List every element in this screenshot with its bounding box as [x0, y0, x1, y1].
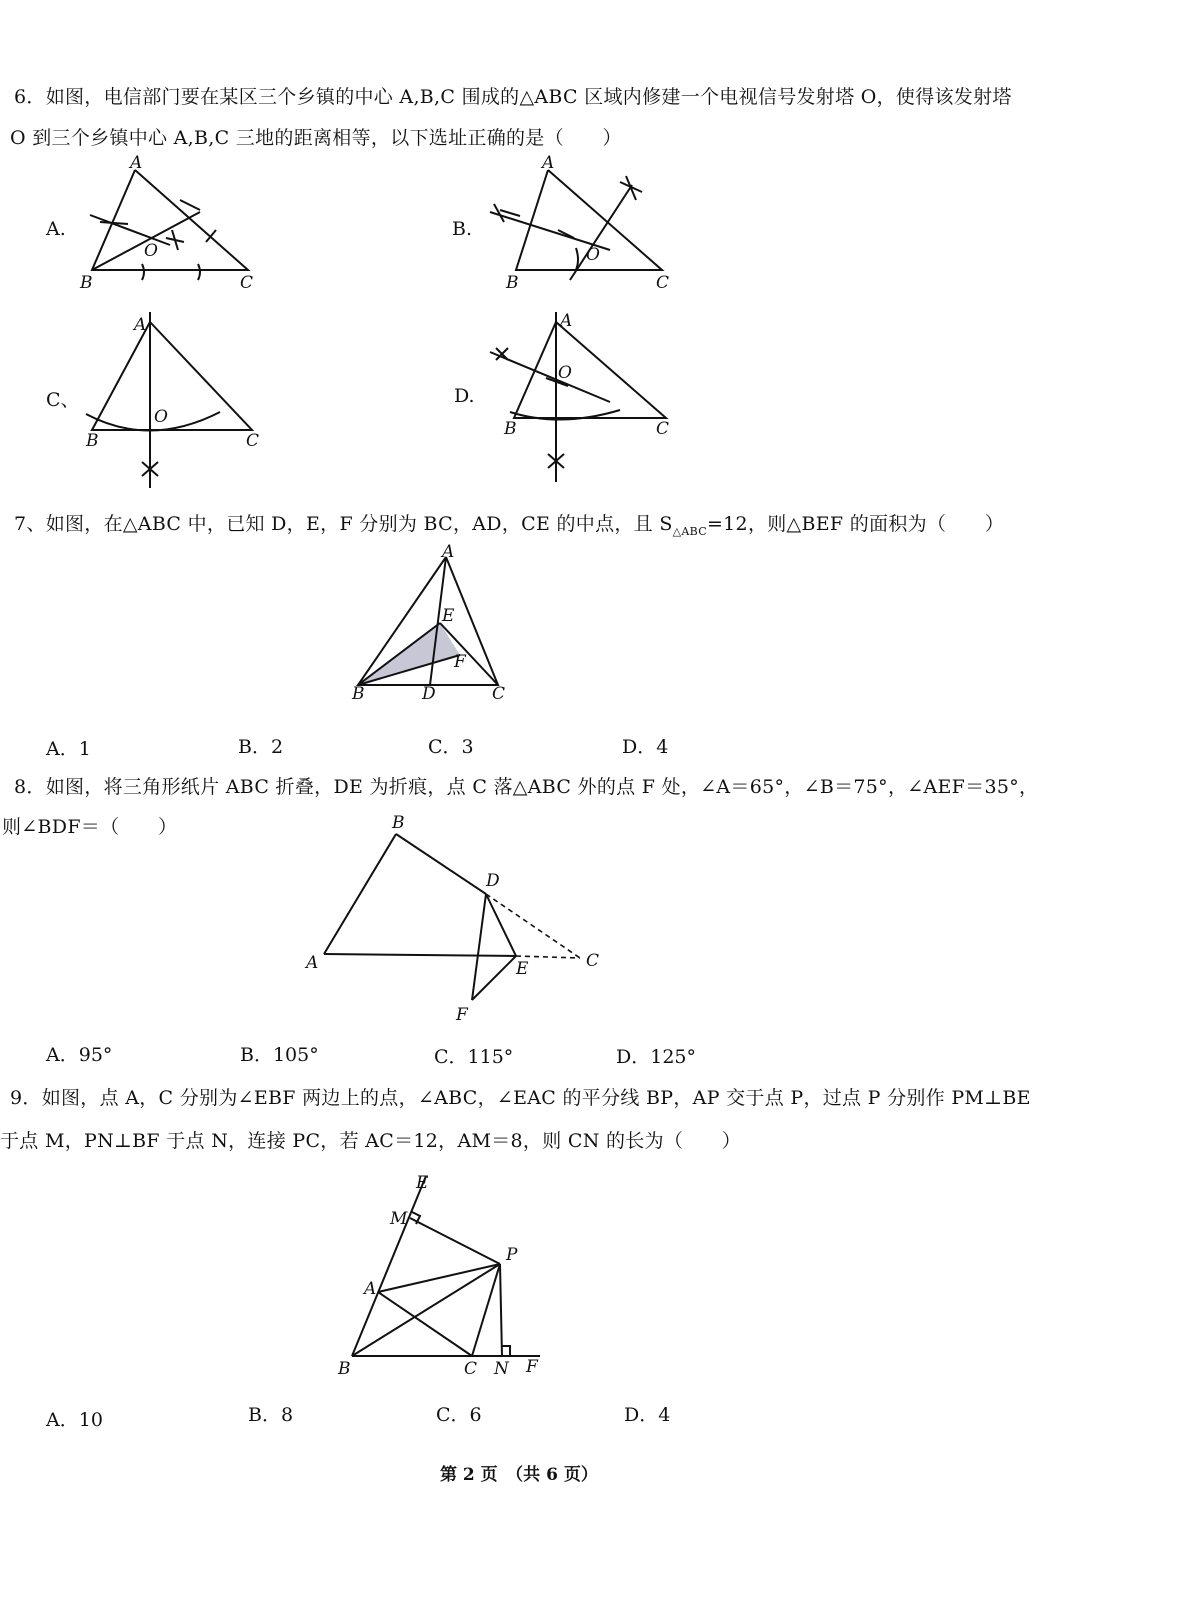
- q7-figure: [350, 542, 520, 704]
- label-b: B: [352, 684, 365, 704]
- q9-option-b: B．8: [248, 1404, 294, 1426]
- q8-text-line1: 8．如图，将三角形纸片 ABC 折叠，DE 为折痕，点 C 落△ABC 外的点 F 处，∠A＝65°，∠B＝75°，∠AEF＝35°，: [14, 776, 1039, 798]
- label-b: B: [86, 431, 99, 451]
- label-a: A: [134, 315, 147, 335]
- label-c: C: [240, 273, 254, 293]
- q9-option-c: C．6: [436, 1404, 482, 1426]
- q7-option-a: A．1: [46, 738, 91, 760]
- label-d: D: [486, 871, 500, 891]
- q9-option-d: D．4: [624, 1404, 671, 1426]
- q9-text-line2: 于点 M，PN⊥BF 于点 N，连接 PC，若 AC＝12，AM＝8，则 CN 的长为（ ）: [0, 1130, 742, 1152]
- q8-text-line2: 则∠BDF＝（ ）: [2, 816, 178, 838]
- q9-option-a: A．10: [46, 1409, 103, 1431]
- label-a: A: [130, 153, 143, 173]
- q6-figure-a: [80, 153, 280, 300]
- label-c: C: [464, 1359, 478, 1379]
- label-c: C: [492, 684, 506, 704]
- page-footer: 第 2 页 （共 6 页）: [440, 1465, 598, 1485]
- label-b: B: [338, 1359, 351, 1379]
- label-a: A: [364, 1279, 377, 1299]
- q7-option-d: D．4: [622, 736, 669, 758]
- label-p: P: [506, 1245, 518, 1265]
- label-o: O: [558, 363, 572, 383]
- q6-text-line2: O 到三个乡镇中心 A,B,C 三地的距离相等，以下选址正确的是（ ）: [10, 127, 622, 149]
- label-f: F: [526, 1357, 538, 1377]
- q6-figure-c: [80, 312, 280, 492]
- q7-text-line1: [14, 513, 1004, 543]
- triangle-abc: [514, 322, 666, 418]
- shaded-triangle-bef: [358, 623, 460, 685]
- q7-option-b: B．2: [238, 736, 284, 758]
- q6-text-line1: 6．如图，电信部门要在某区三个乡镇的中心 A,B,C 围成的△ABC 区域内修建一个电视信号发射塔 O，使得该发射塔: [14, 86, 1012, 108]
- q8-figure: [300, 808, 620, 1028]
- label-a: A: [306, 953, 319, 973]
- q6-figure-b: [480, 153, 700, 300]
- q7-text-end: =12，则△BEF 的面积为（ ）: [706, 513, 1005, 535]
- label-e: E: [516, 959, 529, 979]
- label-m: M: [390, 1209, 408, 1229]
- label-f: F: [456, 1005, 468, 1025]
- q6-figure-d: [490, 312, 700, 492]
- label-f: F: [454, 652, 466, 672]
- label-o: O: [144, 241, 158, 261]
- q9-figure: [330, 1168, 560, 1388]
- label-b: B: [504, 419, 517, 439]
- triangle-abc: [92, 322, 252, 430]
- label-e: E: [416, 1173, 429, 1193]
- q8-option-d: D．125°: [616, 1046, 696, 1068]
- q6-option-c-label: C、: [46, 389, 80, 411]
- q6-option-b-label: B.: [452, 218, 473, 240]
- label-b: B: [392, 813, 405, 833]
- q7-text-start: 7、如图，在△ABC 中，已知 D，E，F 分别为 BC，AD，CE 的中点，且 S: [14, 513, 673, 535]
- triangle-abc: [92, 170, 248, 270]
- q6-option-d-label: D.: [454, 385, 475, 407]
- label-a: A: [542, 153, 555, 173]
- label-d: D: [422, 684, 436, 704]
- label-a: A: [442, 542, 455, 562]
- label-b: B: [80, 273, 93, 293]
- label-b: B: [506, 273, 519, 293]
- label-n: N: [494, 1359, 509, 1379]
- q8-option-c: C．115°: [434, 1046, 514, 1068]
- label-o: O: [154, 407, 168, 427]
- label-a: A: [560, 311, 573, 331]
- q7-option-c: C．3: [428, 736, 474, 758]
- label-c: C: [656, 273, 670, 293]
- q9-text-line1: 9．如图，点 A，C 分别为∠EBF 两边上的点，∠ABC，∠EAC 的平分线 BP，AP 交于点 P，过点 P 分别作 PM⊥BE: [10, 1087, 1031, 1109]
- q6-option-a-label: A.: [46, 218, 66, 240]
- q8-option-b: B．105°: [240, 1044, 319, 1066]
- label-o: O: [586, 245, 600, 265]
- q7-area-subscript: △ABC: [672, 524, 707, 538]
- label-c: C: [586, 951, 600, 971]
- label-c: C: [246, 431, 260, 451]
- label-c: C: [656, 419, 670, 439]
- triangle-abc: [358, 557, 498, 685]
- label-e: E: [442, 606, 455, 626]
- q8-option-a: A．95°: [46, 1044, 113, 1066]
